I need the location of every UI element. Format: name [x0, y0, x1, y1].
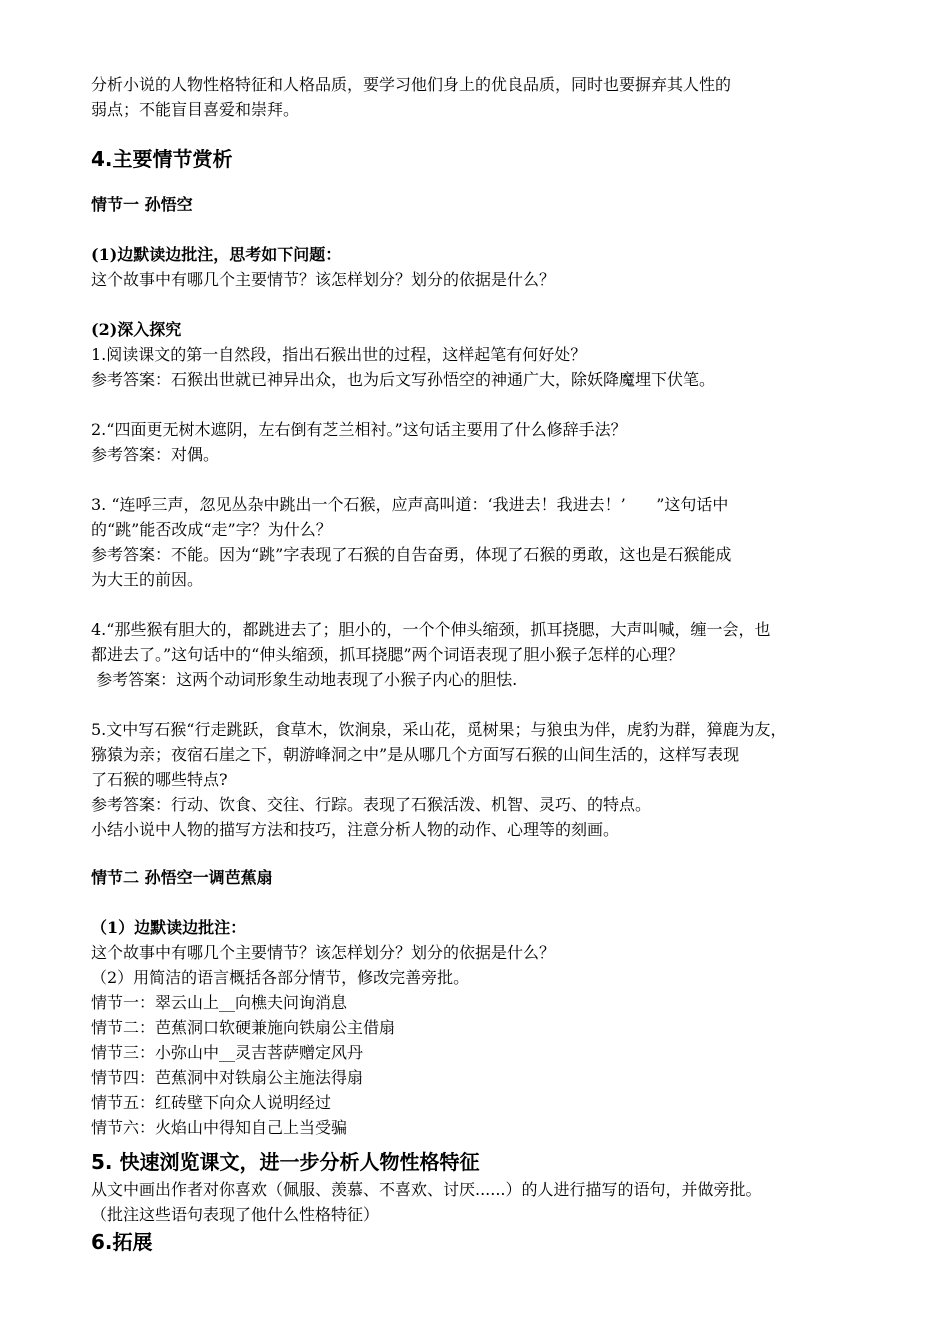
answer-text: 参考答案：对偶。	[91, 445, 220, 464]
intro-line-2: 弱点；不能盲目喜爱和崇拜。	[91, 100, 300, 119]
section-5-heading: 5. 快速浏览课文，进一步分析人物性格特征	[91, 1150, 480, 1174]
summary-text: 小结小说中人物的描写方法和技巧，注意分析人物的动作、心理等的刻画。	[91, 820, 620, 839]
plot2-q1-text: 这个故事中有哪几个主要情节？该怎样划分？划分的依据是什么？	[91, 943, 556, 962]
plot2-plot-item: 情节四：芭蕉洞中对铁扇公主施法得扇	[91, 1068, 364, 1087]
plot2-q1-heading: （1）边默读边批注：	[91, 918, 247, 937]
plot1-q1-text: 这个故事中有哪几个主要情节？该怎样划分？划分的依据是什么？	[91, 270, 556, 289]
plot2-title: 情节二 孙悟空一调芭蕉扇	[91, 868, 273, 887]
plot2-plot-item: 情节五：红砖壁下向众人说明经过	[91, 1093, 332, 1112]
plot1-item-4	[91, 617, 867, 692]
answer-text: 参考答案：这两个动词形象生动地表现了小猴子内心的胆怯.	[91, 670, 518, 689]
plot2-plot-item: 情节六：火焰山中得知自己上当受骗	[91, 1118, 348, 1137]
plot2-plot-item: 情节二：芭蕉洞口软硬兼施向铁扇公主借扇	[91, 1018, 396, 1037]
question-text: 猕猿为亲；夜宿石崖之下，朝游峰洞之中”是从哪几个方面写石猴的山间生活的，这样写表现	[91, 745, 740, 764]
plot1-q2-heading: (2)深入探究	[91, 320, 182, 339]
section-4-heading: 4.主要情节赏析	[91, 147, 233, 171]
question-text: 的“跳”能否改成“走”字？为什么？	[91, 520, 332, 539]
answer-text: 为大王的前因。	[91, 570, 204, 589]
answer-text: 参考答案：石猴出世就已神异出众，也为后文写孙悟空的神通广大，除妖降魔埋下伏笔。	[91, 370, 716, 389]
plot1-item-5	[91, 717, 867, 842]
plot2-q2-text: （2）用简洁的语言概括各部分情节，修改完善旁批。	[91, 968, 470, 987]
question-text: 2.“四面更无树木遮阴，左右倒有芝兰相衬。”这句话主要用了什么修辞手法？	[91, 420, 627, 439]
plot1-item-3	[91, 492, 867, 592]
question-text: 了石猴的哪些特点?	[91, 770, 228, 789]
intro-line-1: 分析小说的人物性格特征和人格品质，要学习他们身上的优良品质，同时也要摒弃其人性的	[91, 75, 732, 94]
plot1-item-1	[91, 342, 867, 392]
plot1-q1-heading: (1)边默读边批注，思考如下问题：	[91, 245, 342, 264]
question-text: 4.“那些猴有胆大的，都跳进去了；胆小的，一个个伸头缩颈，抓耳挠腮，大声叫喊，缠一会，也	[91, 620, 771, 639]
document-page	[91, 72, 867, 1257]
question-text: 1.阅读课文的第一自然段，指出石猴出世的过程，这样起笔有何好处？	[91, 345, 587, 364]
plot2-plot-item: 情节一：翠云山上__向樵夫问询消息	[91, 993, 348, 1012]
question-text: 5.文中写石猴“行走跳跃，食草木，饮涧泉，采山花，觅树果；与狼虫为伴，虎豹为群，獐鹿为友，	[91, 720, 787, 739]
plot2-plot-item: 情节三：小弥山中__灵吉菩萨赠定风丹	[91, 1043, 364, 1062]
section-5-line-1: 从文中画出作者对你喜欢（佩服、羡慕、不喜欢、讨厌......）的人进行描写的语句，并做旁批。	[91, 1180, 762, 1199]
section-6-heading: 6.拓展	[91, 1230, 153, 1254]
question-text: 都进去了。”这句话中的“伸头缩颈，抓耳挠腮”两个词语表现了胆小猴子怎样的心理？	[91, 645, 684, 664]
question-text: 3. “连呼三声，忽见丛杂中跳出一个石猴，应声高叫道：‘我进去！我进去！’ ”这句话中	[91, 495, 729, 514]
section-5-line-2: （批注这些语句表现了他什么性格特征）	[91, 1205, 380, 1224]
plot1-title: 情节一 孙悟空	[91, 195, 193, 214]
answer-text: 参考答案：不能。因为“跳”字表现了石猴的自告奋勇，体现了石猴的勇敢，这也是石猴能成	[91, 545, 732, 564]
plot1-item-2	[91, 417, 867, 467]
answer-text: 参考答案：行动、饮食、交往、行踪。表现了石猴活泼、机智、灵巧、的特点。	[91, 795, 652, 814]
